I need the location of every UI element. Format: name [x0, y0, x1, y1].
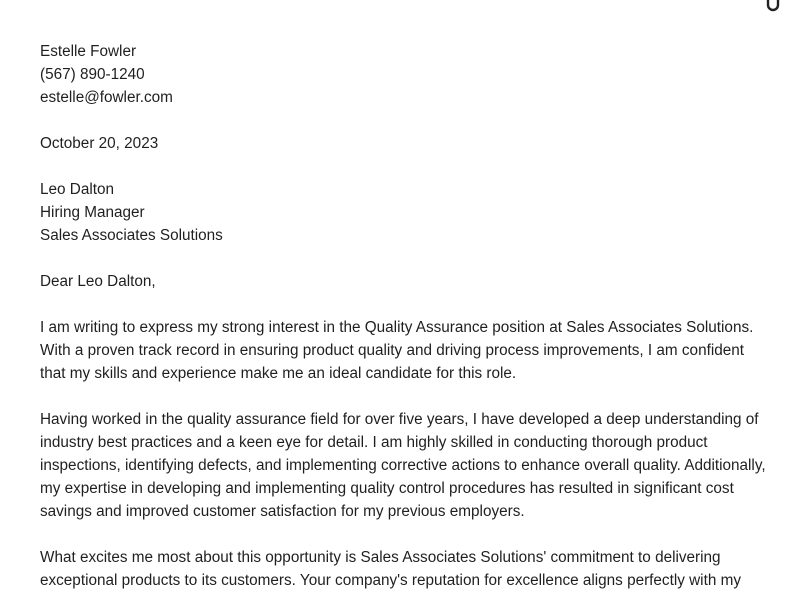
attachment-icon[interactable] — [766, 0, 780, 12]
salutation-text: Dear Leo Dalton, — [40, 273, 156, 290]
cover-letter — [40, 40, 770, 593]
sender-block — [40, 40, 770, 109]
recipient-name: Leo Dalton — [40, 181, 114, 198]
recipient-company: Sales Associates Solutions — [40, 227, 223, 244]
body-paragraph-2: Having worked in the quality assurance field for over five years, I have developed a deep understanding of industry best practices and a keen eye for detail. I am highly skilled in conducting thorough product inspections, identifying defects, and implementing corrective actions to enhance overall quality. Additionally, my expertise in developing and implementing quality control procedures has resulted in significant cost savings and improved customer satisfaction for my previous employers. — [40, 411, 766, 520]
recipient-title: Hiring Manager — [40, 204, 145, 221]
body-paragraph-1: I am writing to express my strong interest in the Quality Assurance position at Sales Associates Solutions. With a proven track record in ensuring product quality and driving process improvements, I am confident that my skills and experience make me an ideal candidate for this role. — [40, 319, 754, 382]
sender-phone: (567) 890-1240 — [40, 66, 145, 83]
date-text: October 20, 2023 — [40, 135, 159, 152]
salutation — [40, 270, 770, 293]
attachment-icon-svg — [766, 0, 780, 12]
sender-name: Estelle Fowler — [40, 43, 137, 60]
recipient-block — [40, 178, 770, 247]
sender-email: estelle@fowler.com — [40, 89, 173, 106]
body-paragraph-3: What excites me most about this opportunity is Sales Associates Solutions' commitment to delivering exceptional products to its customers. Your company's reputation for excellence aligns perfectly with my — [40, 549, 741, 589]
letter-date — [40, 132, 770, 155]
